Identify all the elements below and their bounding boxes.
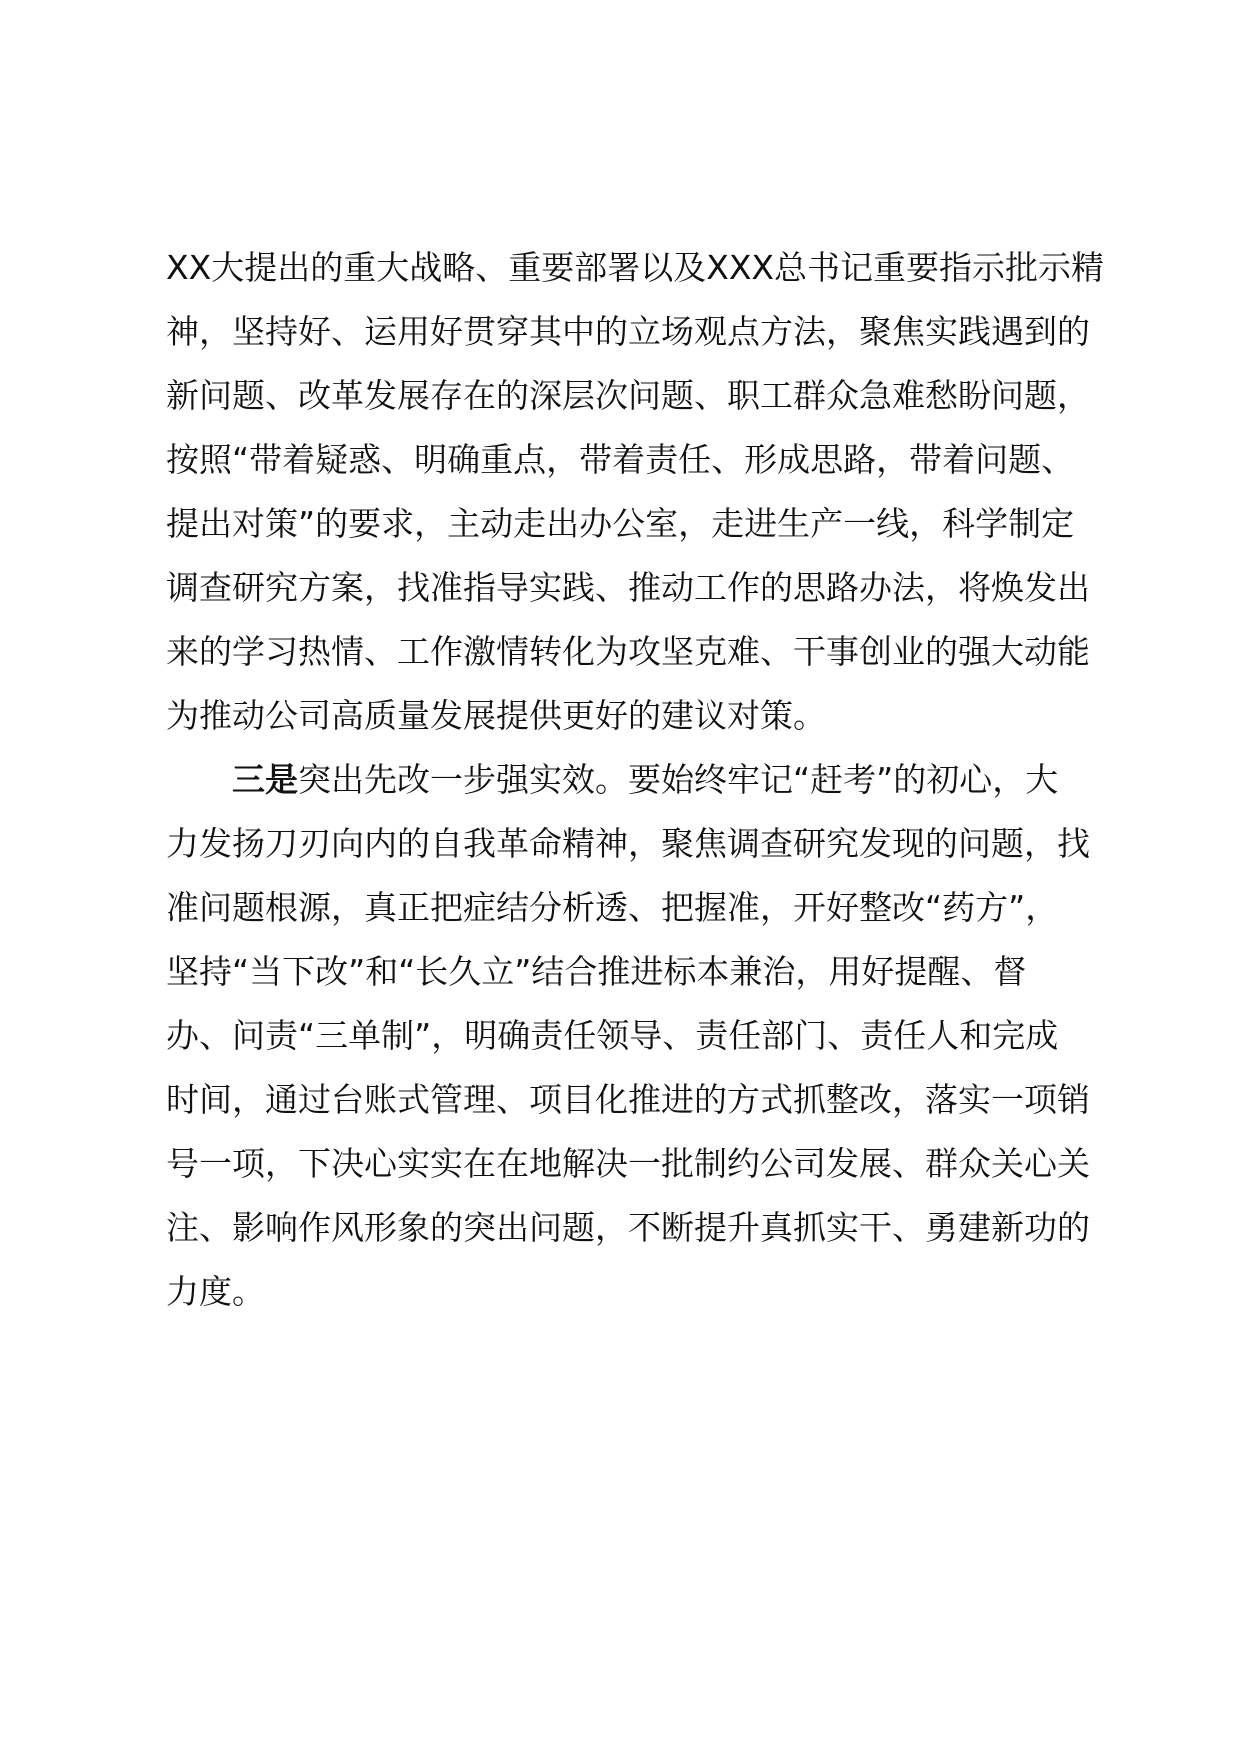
text-line: 准问题根源，真正把症结分析透、把握准，开好整改“药方”，	[166, 888, 1059, 927]
text-line: 为推动公司高质量发展提供更好的建议对策。	[166, 696, 826, 735]
text-line-rest: 突出先改一步强实效。要始终牢记“赶考”的初心，大	[298, 760, 1059, 799]
paragraph-lead: 三是	[232, 760, 298, 799]
text-line: 力发扬刀刃向内的自我革命精神，聚焦调查研究发现的问题，找	[166, 824, 1090, 863]
text-line: 提出对策”的要求，主动走出办公室，走进生产一线，科学制定	[166, 504, 1075, 543]
text-line: 号一项，下决心实实在在地解决一批制约公司发展、群众关心关	[166, 1144, 1090, 1183]
text-line: 新问题、改革发展存在的深层次问题、职工群众急难愁盼问题，	[166, 376, 1090, 415]
text-line: 时间，通过台账式管理、项目化推进的方式抓整改，落实一项销	[166, 1080, 1090, 1119]
text-line: XX大提出的重大战略、重要部署以及XXX总书记重要指示批示精	[166, 248, 1105, 287]
text-line: 神，坚持好、运用好贯穿其中的立场观点方法，聚焦实践遇到的	[166, 312, 1090, 351]
text-line: 按照“带着疑惑、明确重点，带着责任、形成思路，带着问题、	[166, 440, 1075, 479]
document-body	[166, 236, 1106, 1324]
text-line: 来的学习热情、工作激情转化为攻坚克难、干事创业的强大动能	[166, 632, 1090, 671]
paragraph-point-three	[166, 748, 1106, 1324]
text-line	[166, 748, 1106, 812]
text-line: 注、影响作风形象的突出问题，不断提升真抓实干、勇建新功的	[166, 1208, 1090, 1247]
text-line: 办、问责“三单制”，明确责任领导、责任部门、责任人和完成	[166, 1016, 1059, 1055]
paragraph-continuation	[166, 236, 1106, 748]
text-line: 坚持“当下改”和“长久立”结合推进标本兼治，用好提醒、督	[166, 952, 1027, 991]
text-line: 力度。	[166, 1272, 265, 1311]
text-line: 调查研究方案，找准指导实践、推动工作的思路办法，将焕发出	[166, 568, 1090, 607]
